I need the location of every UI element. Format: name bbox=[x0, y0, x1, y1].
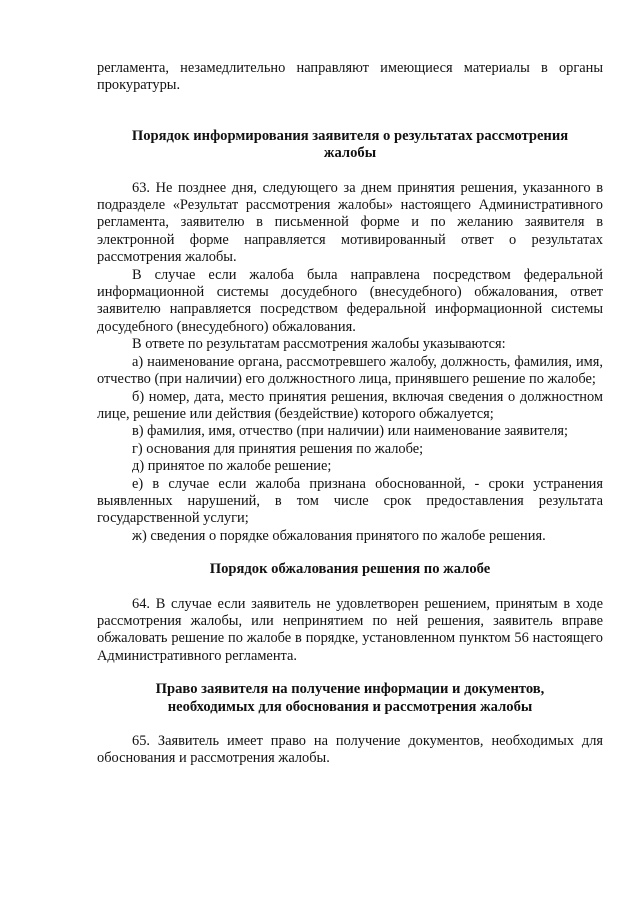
intro-paragraph: регламента, незамедлительно направляют имеющиеся материалы в органы прокуратуры. bbox=[97, 60, 603, 94]
list-item-zh: ж) сведения о порядке обжалования принятого по жалобе решения. bbox=[132, 527, 546, 544]
heading-line: жалобы bbox=[323, 145, 377, 162]
heading-line: Порядок информирования заявителя о результатах рассмотрения bbox=[131, 127, 569, 144]
list-item-d: д) принятое по жалобе решение; bbox=[132, 458, 332, 475]
paragraph-64: 64. В случае если заявитель не удовлетворен решением, принятым в ходе рассмотрения жалобы, или непринятием по ней решения, заявитель вправе обжаловать решение по жалобе в порядке, установленном пунктом 56 настоящего Административного регламента. bbox=[97, 595, 603, 664]
section-body-rights bbox=[97, 733, 603, 768]
paragraph-63: 63. Не позднее дня, следующего за днем принятия решения, указанного в подразделе «Результат рассмотрения жалобы» настоящего Административного регламента, заявителю в письменной форме и по желанию заявителя в электронной форме направляется мотивированный ответ о результатах рассмотрения жалобы. bbox=[97, 179, 603, 266]
heading-line: Право заявителя на получение информации и документов, bbox=[155, 681, 545, 698]
paragraph-65: 65. Заявитель имеет право на получение документов, необходимых для обоснования и рассмотрения жалобы. bbox=[97, 733, 603, 767]
list-item-g: г) основания для принятия решения по жалобе; bbox=[132, 440, 424, 457]
section-body-appeal bbox=[97, 596, 603, 666]
page-content bbox=[97, 60, 603, 768]
heading-line: необходимых для обоснования и рассмотрения жалобы bbox=[167, 698, 533, 715]
heading-line: Порядок обжалования решения по жалобе bbox=[209, 561, 491, 578]
list-item-v: в) фамилия, имя, отчество (при наличии) или наименование заявителя; bbox=[132, 423, 568, 440]
list-item-b: б) номер, дата, место принятия решения, включая сведения о должностном лице, решение или действия (бездействие) которого обжалуется; bbox=[97, 388, 603, 422]
paragraph: В ответе по результатам рассмотрения жалобы указываются: bbox=[132, 336, 506, 353]
section-heading-notification bbox=[97, 128, 603, 163]
paragraph: В случае если жалоба была направлена посредством федеральной информационной системы досудебного (внесудебного) обжалования, ответ заявителю направляется посредством федеральной информационной системы досудебного (внесудебного) обжалования. bbox=[97, 266, 603, 335]
list-item-a: а) наименование органа, рассмотревшего жалобу, должность, фамилия, имя, отчество (при наличии) его должностного лица, принявшего решение по жалобе; bbox=[97, 353, 603, 388]
list-item-e: е) в случае если жалоба признана обоснованной, - сроки устранения выявленных нарушений, в том числе срок предоставления результата государственной услуги; bbox=[97, 475, 603, 527]
section-heading-appeal bbox=[97, 561, 603, 578]
section-body-notification bbox=[97, 180, 603, 546]
section-heading-rights bbox=[97, 681, 603, 716]
